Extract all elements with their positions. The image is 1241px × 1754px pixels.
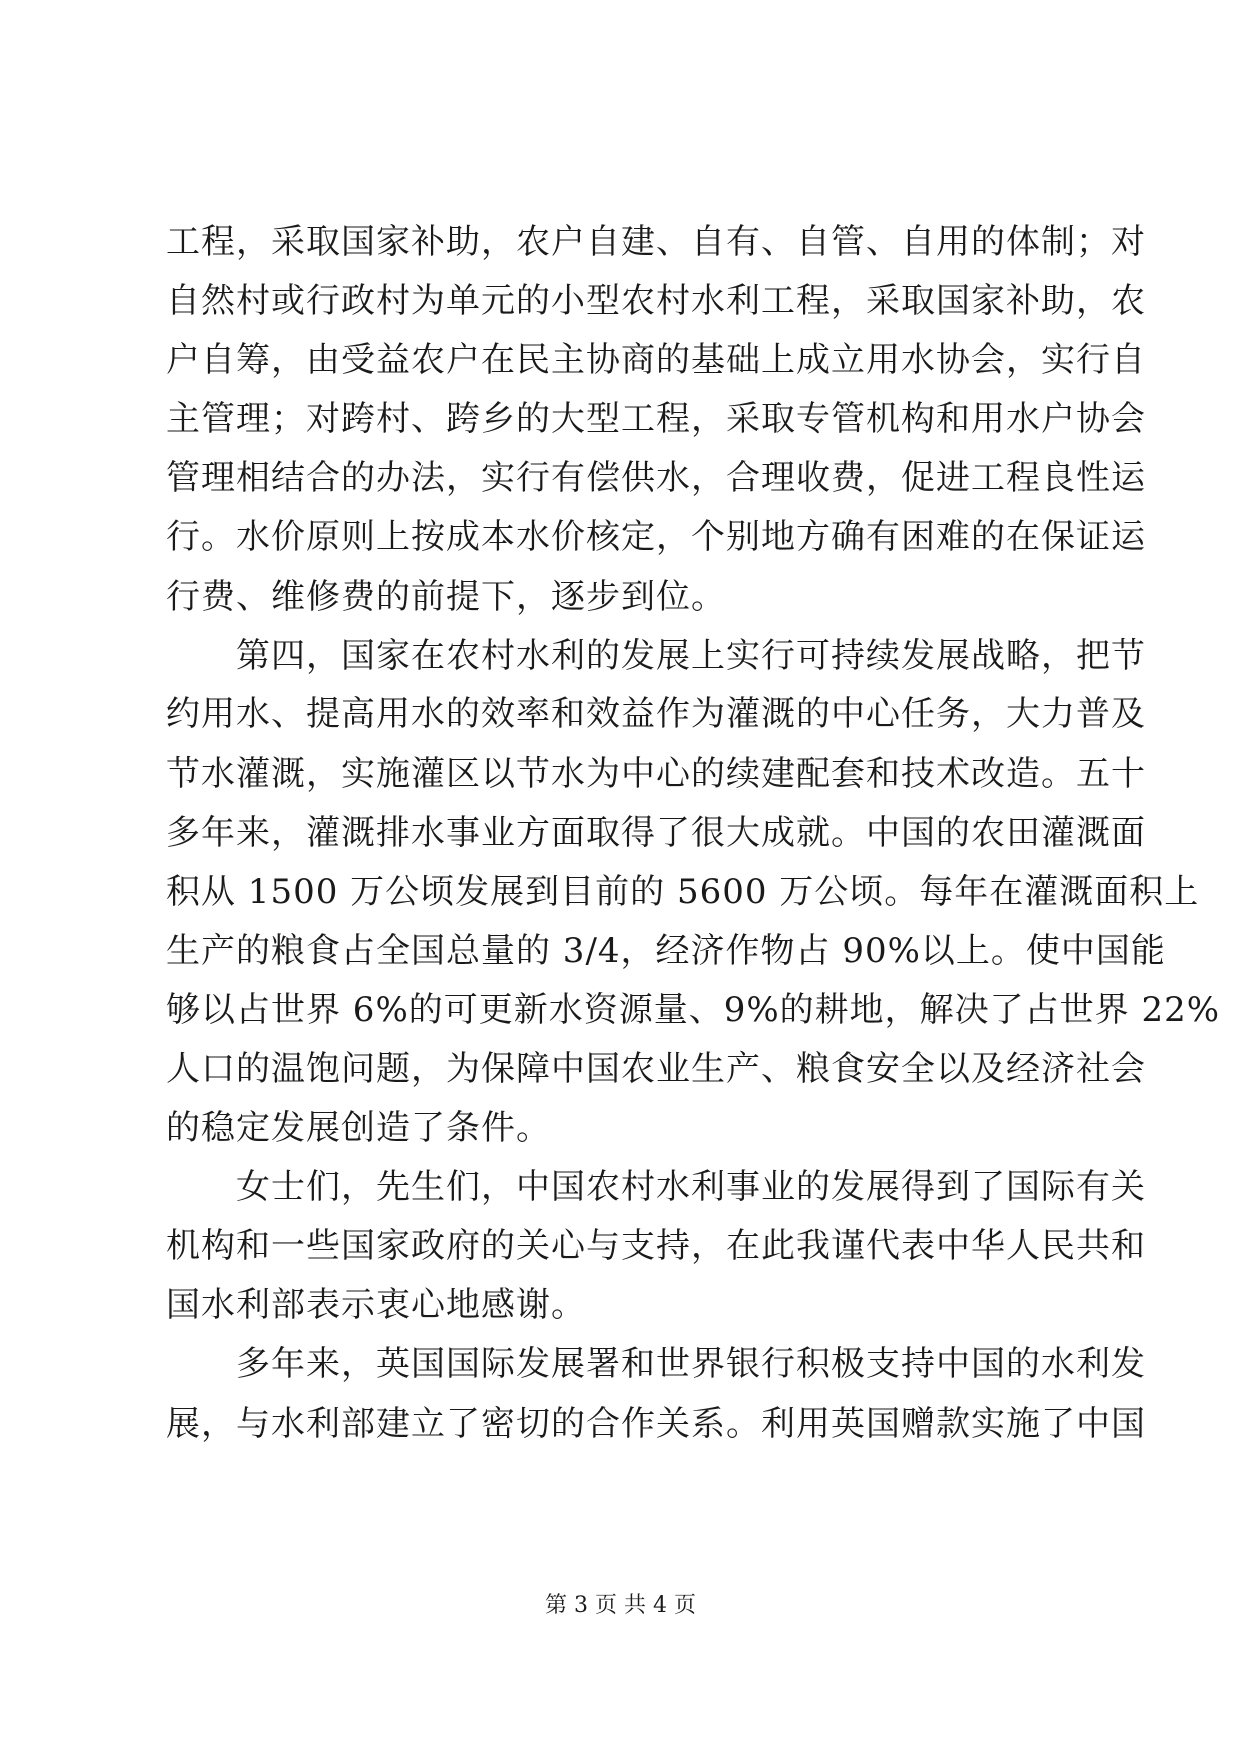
text-line: 的稳定发展创造了条件。 <box>166 1108 551 1148</box>
text-line: 主管理；对跨村、跨乡的大型工程，采取专管机构和用水户协会 <box>166 399 1146 439</box>
text-line: 人口的温饱问题，为保障中国农业生产、粮食安全以及经济社会 <box>166 1049 1146 1089</box>
page-footer: 第 3 页 共 4 页 <box>545 1593 696 1618</box>
text-line: 多年来，灌溉排水事业方面取得了很大成就。中国的农田灌溉面 <box>166 813 1146 853</box>
text-line: 自然村或行政村为单元的小型农村水利工程，采取国家补助，农 <box>166 281 1146 321</box>
text-line: 国水利部表示衷心地感谢。 <box>166 1285 586 1325</box>
text-line: 够以占世界 6%的可更新水资源量、9%的耕地，解决了占世界 22% <box>166 990 1221 1030</box>
text-line: 多年来，英国国际发展署和世界银行积极支持中国的水利发 <box>166 1344 1146 1384</box>
text-line: 行。水价原则上按成本水价核定，个别地方确有困难的在保证运 <box>166 517 1146 557</box>
text-line: 户自筹，由受益农户在民主协商的基础上成立用水协会，实行自 <box>166 340 1146 380</box>
text-line: 积从 1500 万公顷发展到目前的 5600 万公顷。每年在灌溉面积上 <box>166 872 1200 912</box>
text-line: 节水灌溉，实施灌区以节水为中心的续建配套和技术改造。五十 <box>166 754 1146 794</box>
text-line: 管理相结合的办法，实行有偿供水，合理收费，促进工程良性运 <box>166 458 1146 498</box>
text-line: 工程，采取国家补助，农户自建、自有、自管、自用的体制；对 <box>166 222 1146 262</box>
text-line: 女士们，先生们，中国农村水利事业的发展得到了国际有关 <box>166 1167 1146 1207</box>
text-line: 生产的粮食占全国总量的 3/4，经济作物占 90%以上。使中国能 <box>166 931 1166 971</box>
text-line: 机构和一些国家政府的关心与支持，在此我谨代表中华人民共和 <box>166 1226 1146 1266</box>
text-line: 约用水、提高用水的效率和效益作为灌溉的中心任务，大力普及 <box>166 694 1146 734</box>
text-line: 行费、维修费的前提下，逐步到位。 <box>166 577 726 617</box>
text-line: 展，与水利部建立了密切的合作关系。利用英国赠款实施了中国 <box>166 1404 1146 1444</box>
text-line: 第四，国家在农村水利的发展上实行可持续发展战略，把节 <box>166 636 1146 676</box>
